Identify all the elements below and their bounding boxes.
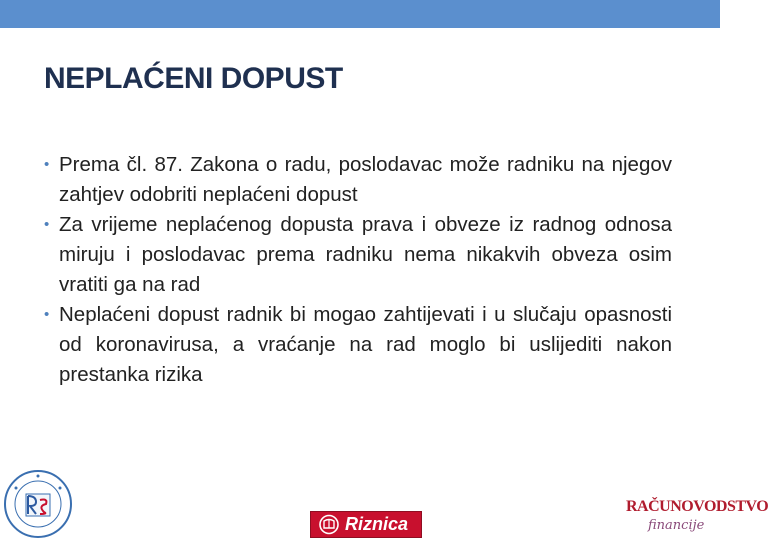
riznica-logo-text: Riznica (345, 514, 409, 534)
bullet-text: Neplaćeni dopust radnik bi mogao zahtijevati i u slučaju opasnosti od koronavirusa, a vraćanje na rad moglo bi uslijediti nakon prestanka rizika (59, 303, 672, 386)
slide-title: NEPLAĆENI DOPUST (44, 62, 343, 95)
bullet-item (44, 300, 672, 390)
bullet-item (44, 210, 672, 300)
bullet-list (44, 150, 672, 390)
bullet-text: Prema čl. 87. Zakona o radu, poslodavac može radniku na njegov zahtjev odobriti neplaćeni dopust (59, 153, 672, 206)
slide-top-bar (0, 0, 720, 28)
riznica-logo-box (310, 511, 422, 538)
logo-text-financije: financije (648, 518, 705, 533)
bullet-icon: • (44, 156, 50, 173)
bullet-icon: • (44, 306, 50, 323)
bullet-text: Za vrijeme neplaćenog dopusta prava i obveze iz radnog odnosa miruju i poslodavac prema radniku nema nikakvih obveza osim vratiti ga na rad (59, 213, 672, 296)
bullet-icon: • (44, 216, 50, 233)
slide-content (44, 150, 672, 390)
riznica-emblem-icon (316, 514, 342, 535)
riznica-logo (310, 511, 422, 538)
bullet-item (44, 150, 672, 210)
racunovodstvo-financije-logo (624, 494, 768, 538)
logo-text-racunovodstvo: RAČUNOVODSTVO (626, 498, 768, 515)
association-seal-icon (2, 468, 74, 540)
